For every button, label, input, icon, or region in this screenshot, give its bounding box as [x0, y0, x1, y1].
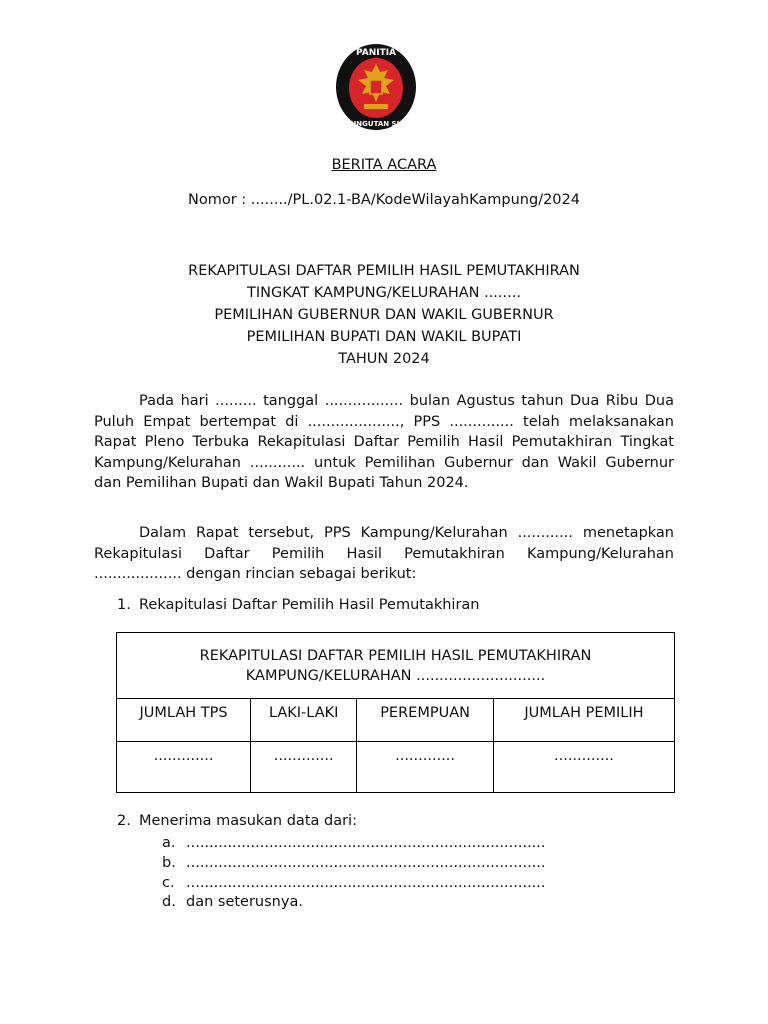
paragraph-opening: [94, 391, 674, 494]
cell-perempuan: .............: [357, 742, 494, 793]
sub-item-a-label: a.: [162, 835, 176, 851]
list-item-1: [117, 597, 479, 613]
sub-item-d-label: d.: [162, 894, 176, 910]
heading-line-3: PEMILIHAN GUBERNUR DAN WAKIL GUBERNUR: [214, 307, 554, 323]
list-item-1-text: Rekapitulasi Daftar Pemilih Hasil Pemutakhiran: [139, 597, 480, 613]
column-header-jumlah-tps: JUMLAH TPS: [117, 699, 251, 742]
column-header-laki-laki: LAKI-LAKI: [251, 699, 357, 742]
document-title: BERITA ACARA: [331, 157, 437, 173]
paragraph-meeting: [94, 523, 674, 585]
heading-line-4: PEMILIHAN BUPATI DAN WAKIL BUPATI: [246, 329, 522, 345]
sub-item-b-text: ..............................................................................: [186, 855, 546, 871]
recap-table-header-line-2: KAMPUNG/KELURAHAN ............................: [245, 667, 546, 684]
sub-item-b: [162, 853, 546, 873]
recap-table-header: [117, 633, 675, 699]
list-item-2-number: 2.: [117, 813, 131, 829]
recap-table-header-line-1: REKAPITULASI DAFTAR PEMILIH HASIL PEMUTAKHIRAN: [199, 647, 592, 664]
document-number: Nomor : ......../PL.02.1-BA/KodeWilayahKampung/2024: [188, 192, 580, 208]
cell-jumlah-tps: .............: [117, 742, 251, 793]
heading-line-2: TINGKAT KAMPUNG/KELURAHAN ........: [247, 285, 521, 301]
sub-item-b-label: b.: [162, 855, 176, 871]
list-item-2: [117, 813, 357, 829]
sub-item-d: [162, 892, 303, 912]
logo-bottom-text: PEMUNGUTAN SUARA: [334, 120, 418, 128]
heading-line-1: REKAPITULASI DAFTAR PEMILIH HASIL PEMUTAKHIRAN: [188, 263, 580, 279]
paragraph-opening-text: Pada hari ......... tanggal ................. bulan Agustus tahun Dua Ribu Dua Puluh Empat bertempat di ...................., PPS .............. telah melaksanakan Rapat Pleno Terbuka Rekapitulasi Daftar Pemilih Hasil Pemutakhiran Tingkat Kampung/Kelurahan ............ untuk Pemilihan Gubernur dan Wakil Gubernur dan Pemilihan Bupati dan Wakil Bupati Tahun 2024.: [94, 393, 674, 491]
sub-item-c: [162, 873, 546, 893]
column-header-perempuan: PEREMPUAN: [357, 699, 494, 742]
list-item-2-text: Menerima masukan data dari:: [139, 813, 357, 829]
sub-item-d-text: dan seterusnya.: [186, 894, 303, 910]
kpu-logo: [334, 42, 418, 132]
heading-line-5: TAHUN 2024: [338, 351, 430, 367]
cell-jumlah-pemilih: .............: [493, 742, 674, 793]
cell-laki-laki: .............: [251, 742, 357, 793]
sub-item-a: [162, 833, 546, 853]
sub-item-c-text: ..............................................................................: [186, 875, 546, 891]
column-header-jumlah-pemilih: JUMLAH PEMILIH: [493, 699, 674, 742]
recap-table: [116, 632, 675, 793]
paragraph-meeting-text: Dalam Rapat tersebut, PPS Kampung/Kelurahan ............ menetapkan Rekapitulasi Daftar Pemilih Hasil Pemutakhiran Kampung/Kelurahan ................... dengan rincian sebagai berikut:: [94, 525, 674, 582]
sub-item-a-text: ..............................................................................: [186, 835, 546, 851]
document-heading: [94, 260, 674, 370]
logo-top-text: PANITIA: [355, 48, 397, 58]
sub-item-c-label: c.: [162, 875, 175, 891]
list-item-1-number: 1.: [117, 597, 131, 613]
